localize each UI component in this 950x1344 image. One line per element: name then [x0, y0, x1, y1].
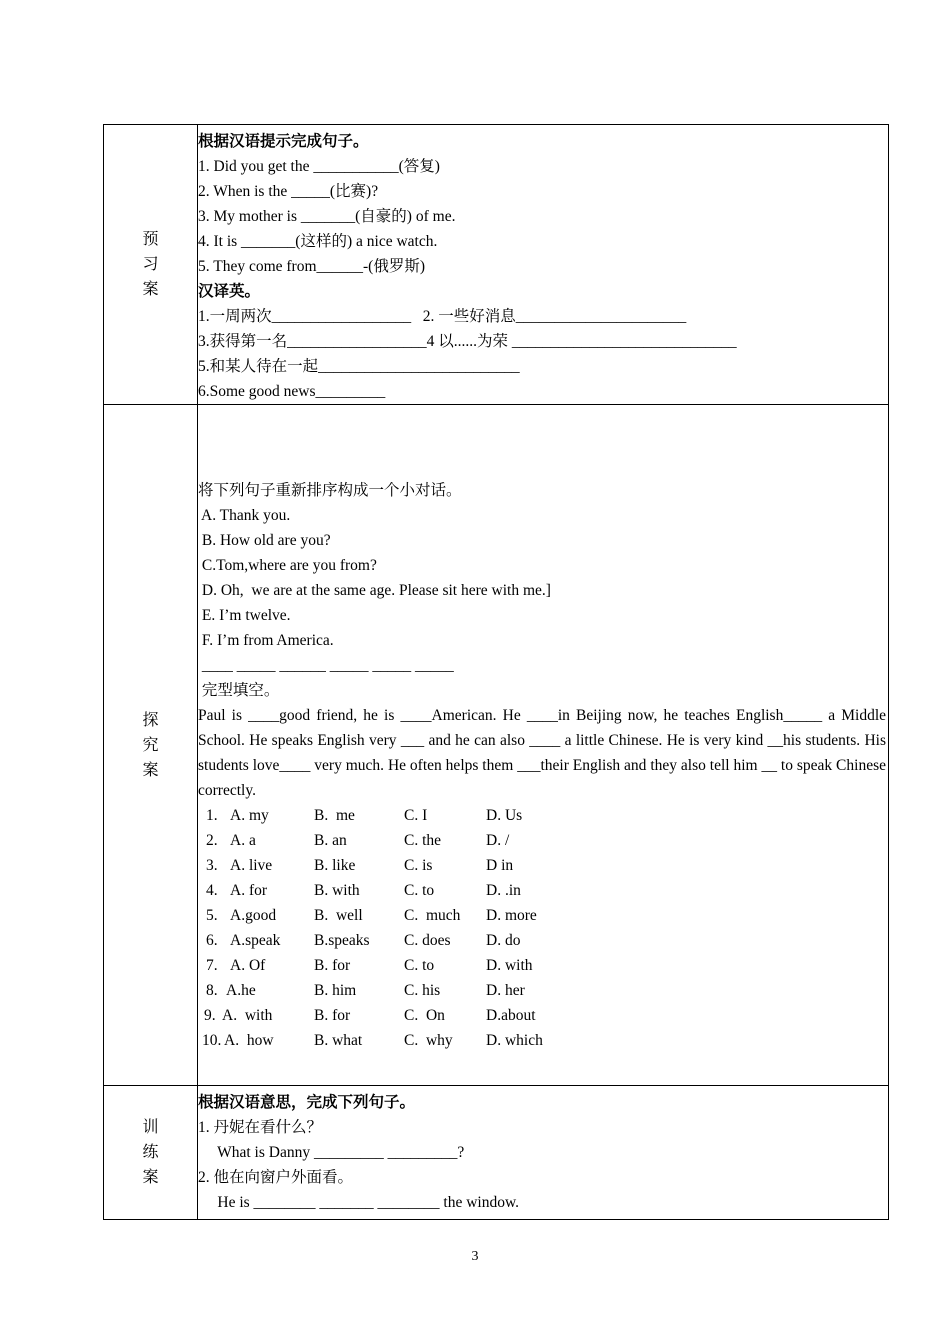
option-b: B. for [314, 1007, 351, 1024]
preview-sentence: 3. My mother is _______(自豪的) of me. [198, 207, 456, 225]
preview-heading: 根据汉语提示完成句子。 [198, 132, 369, 150]
explore-content [198, 405, 889, 1086]
preview-row [104, 125, 889, 405]
dialog-item: C.Tom,where are you from? [198, 557, 377, 574]
dialog-item: B. How old are you? [198, 532, 331, 549]
explore-row [104, 405, 889, 1086]
label-char: 案 [142, 1169, 159, 1186]
answer-blanks: ____ _____ ______ _____ _____ _____ [198, 657, 454, 674]
option-row [198, 853, 888, 878]
option-c: C. much [404, 907, 461, 924]
option-a: A. for [230, 882, 268, 899]
option-d: D. .in [486, 882, 521, 899]
translation-heading: 汉译英。 [198, 282, 261, 300]
preview-sentence: 1. Did you get the ___________(答复) [198, 157, 440, 175]
translation-item: 5.和某人待在一起__________________________ [198, 357, 520, 375]
option-c: C. to [404, 882, 435, 899]
translation-item: 6.Some good news_________ [198, 382, 386, 400]
preview-label [104, 125, 198, 405]
option-c: C. the [404, 832, 442, 849]
option-d: D. do [486, 932, 521, 949]
label-char: 案 [142, 761, 159, 779]
preview-sentence: 2. When is the _____(比赛)? [198, 182, 379, 200]
option-b: B. an [314, 832, 347, 849]
training-line: He is ________ _______ ________ the window. [198, 1194, 520, 1211]
preview-sentence: 4. It is _______(这样的) a nice watch. [198, 232, 438, 250]
option-c: C. does [404, 932, 451, 949]
option-d: D. which [486, 1032, 543, 1049]
option-b: B. him [314, 982, 357, 999]
label-char: 习 [142, 256, 159, 273]
option-number: 8. [206, 982, 218, 999]
option-c: C. why [404, 1032, 453, 1049]
option-number: 3. [206, 857, 218, 874]
translation-item: 1.一周两次__________________ 2. 一些好消息______________________ [198, 307, 687, 325]
option-row [198, 978, 888, 1003]
cloze-passage: Paul is ____good friend, he is ____American. He ____in Beijing now, he teaches English_____ a Middle School. He speaks English very ___ and he can also ____ a little Chinese. He is very kind __his students. His students love____ very much. He often helps them ___their English and they also tell him __ to speak Chinese correctly. [198, 707, 886, 799]
training-line: What is Danny _________ _________? [198, 1144, 465, 1161]
training-heading: 根据汉语意思，完成下列句子。 [198, 1094, 416, 1111]
option-number: 1. [206, 807, 218, 824]
option-b: B. for [314, 957, 351, 974]
option-b: B.speaks [314, 932, 370, 949]
training-content [198, 1086, 889, 1220]
option-row [198, 1003, 888, 1028]
page-number: 3 [471, 1249, 479, 1264]
worksheet-table [103, 124, 889, 1220]
option-a: A. my [230, 807, 269, 824]
option-a: A. a [230, 832, 256, 849]
option-number: 4. [206, 882, 218, 899]
option-b: B. like [314, 857, 356, 874]
option-b: B. well [314, 907, 363, 924]
option-c: C. to [404, 957, 435, 974]
training-row [104, 1086, 889, 1220]
dialog-instruction: 将下列句子重新排序构成一个小对话。 [198, 482, 462, 499]
preview-sentence: 5. They come from______-(俄罗斯) [198, 257, 425, 275]
option-a: A. Of [230, 957, 266, 974]
option-d: D. more [486, 907, 537, 924]
option-row [198, 828, 888, 853]
option-a: A. with [222, 1007, 273, 1024]
training-label [104, 1086, 198, 1220]
option-d: D. Us [486, 807, 523, 824]
option-a: A.speak [230, 932, 281, 949]
label-char: 案 [142, 281, 159, 298]
dialog-item: D. Oh, we are at the same age. Please sit here with me.] [198, 582, 551, 599]
option-number: 10. [202, 1032, 222, 1049]
explore-label [104, 405, 198, 1086]
cloze-title: 完型填空。 [198, 682, 280, 699]
option-row [198, 903, 888, 928]
dialog-item: A. Thank you. [198, 507, 291, 524]
option-a: A.he [226, 982, 256, 999]
option-d: D in [486, 857, 514, 874]
option-number: 5. [206, 907, 218, 924]
label-char: 训 [142, 1119, 159, 1136]
option-b: B. with [314, 882, 360, 899]
option-d: D. her [486, 982, 525, 999]
option-c: C. his [404, 982, 441, 999]
option-c: C. On [404, 1007, 445, 1024]
option-row [198, 1028, 888, 1053]
option-b: B. what [314, 1032, 363, 1049]
option-c: C. is [404, 857, 433, 874]
option-a: A.good [230, 907, 277, 924]
label-char: 练 [142, 1144, 159, 1161]
option-b: B. me [314, 807, 355, 824]
training-line: 2. 他在向窗户外面看。 [198, 1169, 354, 1186]
option-row [198, 953, 888, 978]
cloze-options [198, 803, 888, 1053]
translation-item: 3.获得第一名__________________4 以......为荣 _____________________________ [198, 332, 737, 350]
option-number: 7. [206, 957, 218, 974]
option-a: A. how [224, 1032, 274, 1049]
option-a: A. live [230, 857, 273, 874]
training-line: 1. 丹妮在看什么？ [198, 1119, 323, 1136]
label-char: 究 [142, 736, 159, 754]
dialog-item: F. I’m from America. [198, 632, 334, 649]
option-d: D. with [486, 957, 533, 974]
option-row [198, 803, 888, 828]
preview-content [198, 125, 889, 405]
option-number: 9. [204, 1007, 216, 1024]
label-char: 预 [142, 231, 159, 248]
option-number: 6. [206, 932, 218, 949]
option-c: C. I [404, 807, 428, 824]
option-row [198, 878, 888, 903]
option-number: 2. [206, 832, 218, 849]
option-row [198, 928, 888, 953]
option-d: D.about [486, 1007, 536, 1024]
dialog-item: E. I’m twelve. [198, 607, 291, 624]
label-char: 探 [142, 711, 159, 729]
option-d: D. / [486, 832, 510, 849]
